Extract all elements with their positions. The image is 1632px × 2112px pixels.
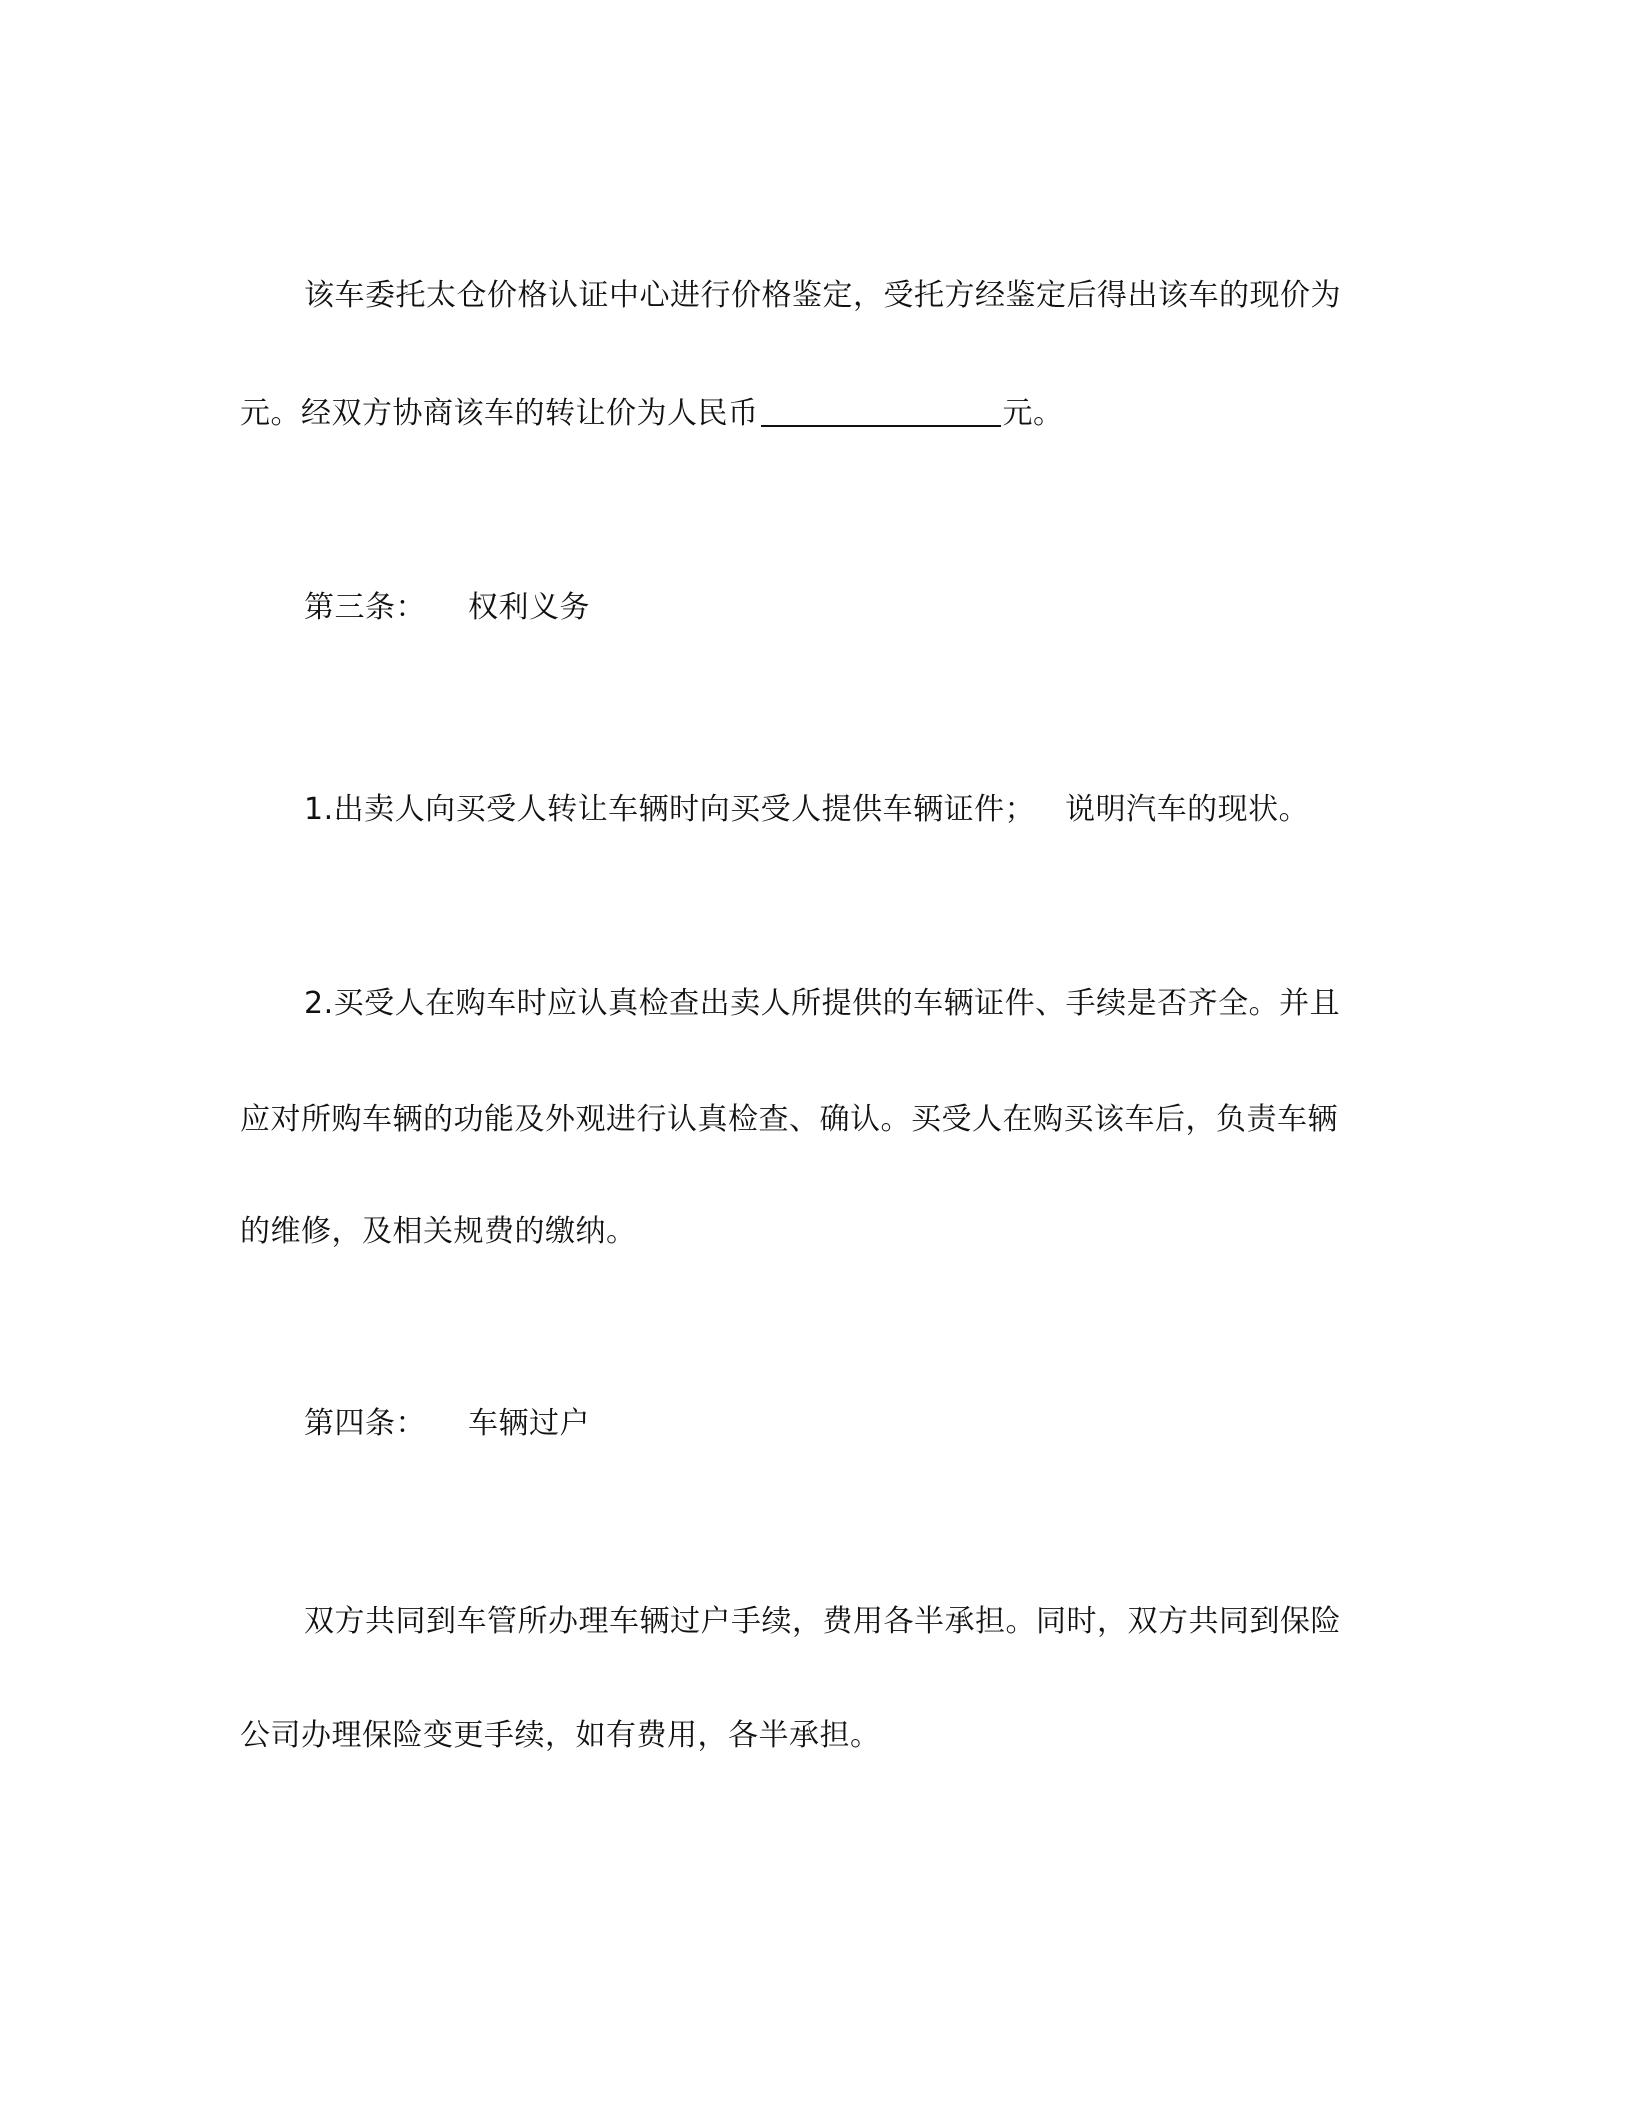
article-4-number: 第四条： [304,1406,426,1441]
clause-1 [304,790,1400,830]
clause-1-part-1: 1.出卖人向买受人转让车辆时向买受人提供车辆证件； [304,792,1036,827]
price-blank-field [761,395,1001,427]
article-3-number: 第三条： [304,590,426,625]
clause-2-line-3 [240,1212,1400,1252]
article-3-heading [304,588,1400,628]
clause-1-part-2: 说明汽车的现状。 [1065,792,1310,827]
clause-2-text-2: 应对所购车辆的功能及外观进行认真检查、确认。买受人在购买该车后，负责车辆 [240,1102,1338,1137]
article-4-title: 车辆过户 [468,1406,590,1441]
price-paragraph-line-1 [304,276,1400,316]
transfer-paragraph-text-2: 公司办理保险变更手续，如有费用，各半承担。 [240,1718,881,1753]
clause-2-text-1: 2.买受人在购车时应认真检查出卖人所提供的车辆证件、手续是否齐全。并且 [304,986,1341,1021]
article-3-title: 权利义务 [468,590,590,625]
price-paragraph-text-1: 该车委托太仓价格认证中心进行价格鉴定，受托方经鉴定后得出该车的现价为 [304,278,1341,313]
article-4-heading [304,1404,1400,1444]
clause-2-line-1 [304,984,1400,1024]
clause-2-text-3: 的维修，及相关规费的缴纳。 [240,1214,637,1249]
transfer-paragraph-line-1 [304,1602,1400,1642]
price-paragraph-text-2a: 元。经双方协商该车的转让价为人民币 [240,396,759,431]
price-paragraph-line-2 [240,394,1400,434]
transfer-paragraph-text-1: 双方共同到车管所办理车辆过户手续，费用各半承担。同时，双方共同到保险 [304,1604,1341,1639]
transfer-paragraph-line-2 [240,1716,1400,1756]
clause-2-line-2 [240,1100,1400,1140]
price-paragraph-text-2b: 元。 [1002,396,1064,431]
